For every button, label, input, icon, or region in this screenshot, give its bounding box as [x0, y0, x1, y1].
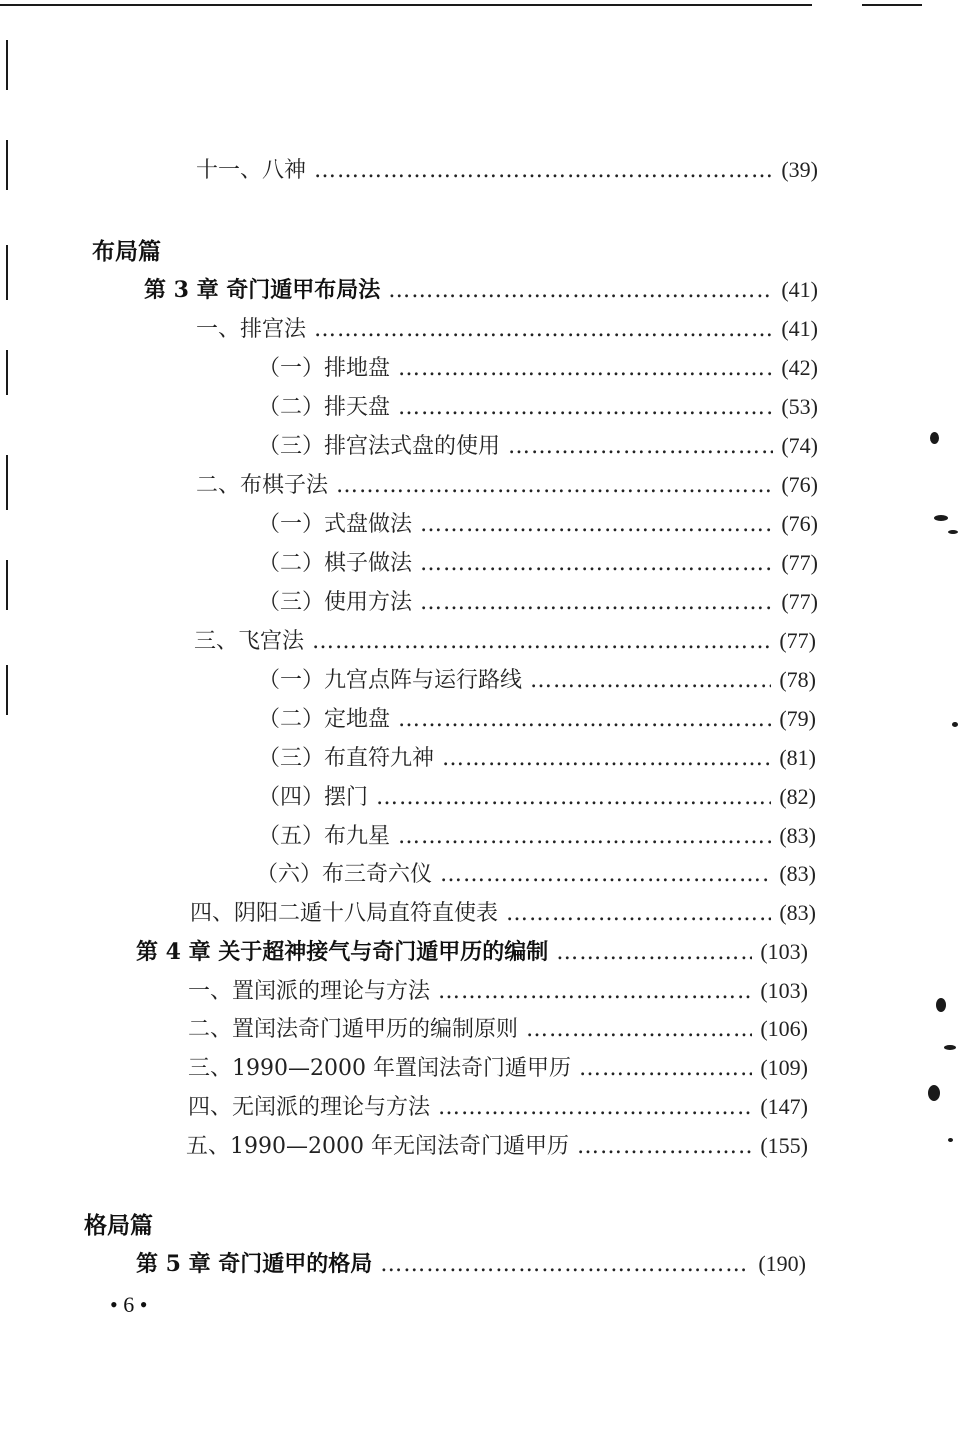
toc-page-number: (77): [781, 550, 818, 575]
scan-left-mark: [6, 665, 8, 715]
toc-chapter: [136, 1250, 806, 1279]
toc-page-number: (83): [779, 900, 816, 925]
toc-page-number: (41): [781, 316, 818, 341]
dot-leader: [442, 745, 771, 773]
toc-page-number: (77): [781, 589, 818, 614]
toc-subentry: [256, 860, 816, 889]
dot-leader: [530, 667, 771, 695]
dot-leader: [376, 784, 771, 812]
toc-page-number: (76): [781, 511, 818, 536]
scan-speck: [930, 432, 939, 444]
toc-page-number: (155): [760, 1133, 808, 1158]
toc-title: （三）使用方法: [258, 590, 413, 615]
dot-leader: [526, 1016, 752, 1044]
scan-top-rule: [0, 4, 812, 6]
toc-title: 四、无闰派的理论与方法: [188, 1095, 431, 1120]
toc-page-number: (39): [781, 157, 818, 182]
toc-title: 十一、八神: [196, 158, 307, 183]
toc-page-number: (190): [758, 1251, 806, 1276]
toc-title: 三、飞宫法: [194, 629, 305, 654]
toc-title: 一、排宫法: [196, 317, 307, 342]
page-number-folio: • 6 •: [110, 1292, 148, 1317]
toc-entry: [188, 1054, 808, 1083]
toc-page-number: (81): [779, 745, 816, 770]
dot-leader: [398, 394, 773, 422]
toc-entry: [190, 899, 816, 928]
dot-leader: [336, 472, 773, 500]
toc-title: （二）棋子做法: [258, 551, 413, 576]
toc-subentry: [258, 783, 816, 812]
dot-leader: [438, 978, 752, 1006]
toc-page-number: (79): [779, 706, 816, 731]
scan-speck: [948, 530, 958, 534]
toc-page-number: (41): [781, 277, 818, 302]
scan-left-mark: [6, 245, 8, 300]
toc-subentry: [258, 588, 818, 617]
toc-title: （二）定地盘: [258, 707, 391, 732]
scan-speck: [928, 1085, 940, 1101]
toc-title: （三）排宫法式盘的使用: [258, 434, 501, 459]
scan-speck: [934, 515, 948, 521]
toc-page-number: (103): [760, 978, 808, 1003]
dot-leader: [314, 316, 773, 344]
toc-page-number: (109): [760, 1055, 808, 1080]
toc-page-number: (42): [781, 355, 818, 380]
toc-subentry: [258, 549, 818, 578]
dot-leader: [388, 277, 773, 305]
toc-entry: [194, 627, 816, 656]
toc-page-number: (77): [779, 628, 816, 653]
dot-leader: [506, 900, 771, 928]
toc-title: 二、布棋子法: [196, 473, 329, 498]
toc-page-number: (106): [760, 1016, 808, 1041]
toc-title: （三）布直符九神: [258, 746, 435, 771]
toc-subentry: [258, 705, 816, 734]
scan-left-mark: [6, 350, 8, 395]
scan-speck: [944, 1045, 956, 1050]
toc-subentry: [258, 393, 818, 422]
toc-page-number: (74): [781, 433, 818, 458]
toc-subentry: [258, 432, 818, 461]
dot-leader: [579, 1055, 752, 1083]
toc-page-number: (78): [779, 667, 816, 692]
dot-leader: [312, 628, 771, 656]
toc-title: （一）排地盘: [258, 356, 391, 381]
toc-title: 五、1990—2000 年无闰法奇门遁甲历: [186, 1134, 569, 1159]
dot-leader: [398, 823, 771, 851]
toc-page-number: (83): [779, 861, 816, 886]
dot-leader: [398, 355, 773, 383]
toc-title: 四、阴阳二遁十八局直符直使表: [190, 901, 499, 926]
toc-subentry: [258, 744, 816, 773]
toc-title: （六）布三奇六仪: [256, 862, 433, 887]
toc-title: 二、置闰法奇门遁甲历的编制原则: [188, 1017, 519, 1042]
section-heading: 布局篇: [92, 238, 161, 265]
scan-speck: [952, 722, 958, 727]
toc-title: （四）摆门: [258, 785, 369, 810]
toc-page-number: (147): [760, 1094, 808, 1119]
toc-subentry: [258, 666, 816, 695]
scan-top-rule-right: [862, 4, 922, 6]
toc-title: 第 3 章 奇门遁甲布局法: [144, 277, 381, 303]
toc-title: （一）九宫点阵与运行路线: [258, 668, 523, 693]
section-heading: 格局篇: [84, 1212, 153, 1239]
toc-title: （一）式盘做法: [258, 512, 413, 537]
toc-title: （五）布九星: [258, 824, 391, 849]
toc-title: 三、1990—2000 年置闰法奇门遁甲历: [188, 1056, 571, 1081]
toc-entry: [196, 315, 818, 344]
toc-chapter: [144, 276, 818, 305]
dot-leader: [556, 939, 752, 967]
toc-title: 一、置闰派的理论与方法: [188, 979, 431, 1004]
toc-page-number: (76): [781, 472, 818, 497]
dot-leader: [420, 511, 773, 539]
scan-speck: [936, 998, 946, 1012]
dot-leader: [440, 861, 771, 889]
toc-title: 第 5 章 奇门遁甲的格局: [136, 1251, 373, 1277]
toc-entry: [188, 1015, 808, 1044]
toc-entry: [196, 471, 818, 500]
toc-entry: [188, 1093, 808, 1122]
toc-entry: [196, 156, 818, 185]
dot-leader: [398, 706, 771, 734]
scan-speck: [948, 1138, 953, 1142]
scan-left-mark: [6, 455, 8, 510]
dot-leader: [420, 589, 773, 617]
toc-title: （二）排天盘: [258, 395, 391, 420]
toc-subentry: [258, 354, 818, 383]
toc-title: 第 4 章 关于超神接气与奇门遁甲历的编制: [136, 939, 549, 965]
scan-left-mark: [6, 560, 8, 610]
scan-left-mark: [6, 40, 8, 90]
dot-leader: [420, 550, 773, 578]
toc-page-number: (83): [779, 823, 816, 848]
toc-entry: [186, 1132, 808, 1161]
dot-leader: [314, 157, 773, 185]
scan-left-mark: [6, 140, 8, 190]
toc-page-number: (53): [781, 394, 818, 419]
toc-subentry: [258, 822, 816, 851]
toc-page-number: (103): [760, 939, 808, 964]
dot-leader: [508, 433, 773, 461]
toc-page-number: (82): [779, 784, 816, 809]
toc-entry: [188, 977, 808, 1006]
toc-chapter: [136, 938, 808, 967]
dot-leader: [380, 1251, 750, 1279]
dot-leader: [577, 1133, 752, 1161]
toc-subentry: [258, 510, 818, 539]
dot-leader: [438, 1094, 752, 1122]
